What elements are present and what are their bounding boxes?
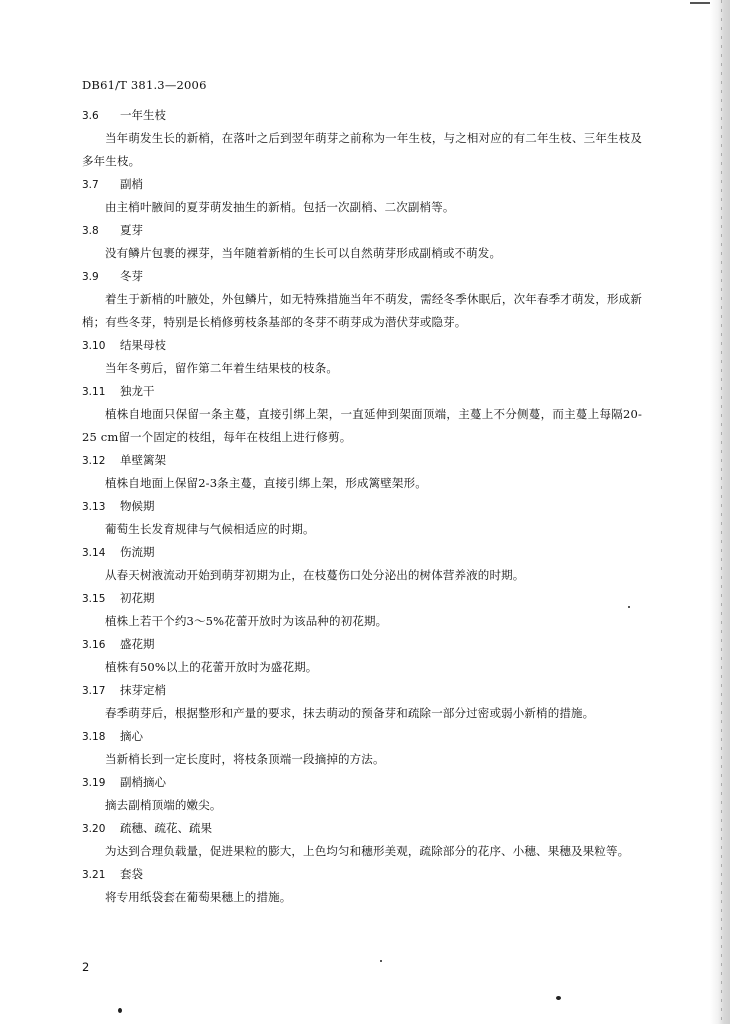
term-heading: [82, 380, 642, 403]
term-section: [82, 334, 642, 380]
term-heading: [82, 219, 642, 242]
term-title: 夏芽: [120, 223, 143, 237]
term-title: 副梢: [120, 177, 143, 191]
term-title: 一年生枝: [120, 108, 166, 122]
term-heading: [82, 449, 642, 472]
scan-speck: [628, 606, 630, 608]
terms-list: [82, 104, 642, 909]
term-section: [82, 863, 642, 909]
term-number: 3.16: [82, 639, 106, 651]
term-title: 套袋: [120, 867, 143, 881]
term-section: [82, 449, 642, 495]
term-section: [82, 541, 642, 587]
term-number: 3.12: [82, 455, 106, 467]
term-number: 3.6: [82, 110, 99, 122]
term-heading: [82, 495, 642, 518]
term-section: [82, 173, 642, 219]
term-number: 3.11: [82, 386, 106, 398]
term-definition: 从春天树液流动开始到萌芽初期为止，在枝蔓伤口处分泌出的树体营养液的时期。: [105, 568, 525, 582]
term-section: [82, 219, 642, 265]
term-definition: 当年萌发生长的新梢，在落叶之后到翌年萌芽之前称为一年生枝，与之相对应的有二年生枝、三年生枝及多年生枝。: [82, 131, 642, 168]
term-title: 盛花期: [120, 637, 155, 651]
term-section: [82, 725, 642, 771]
term-title: 抹芽定梢: [120, 683, 166, 697]
scan-speck: [380, 960, 382, 962]
term-heading: [82, 265, 642, 288]
term-heading: [82, 334, 642, 357]
term-definition: 没有鳞片包裹的裸芽，当年随着新梢的生长可以自然萌芽形成副梢或不萌发。: [105, 246, 502, 260]
term-title: 伤流期: [120, 545, 155, 559]
term-title: 初花期: [120, 591, 155, 605]
term-definition: 着生于新梢的叶腋处，外包鳞片，如无特殊措施当年不萌发，需经冬季休眠后，次年春季才萌发，形成新梢；有些冬芽，特别是长梢修剪枝条基部的冬芽不萌芽成为潜伏芽或隐芽。: [82, 292, 642, 329]
scan-edge-line: [721, 0, 722, 1024]
term-definition: 植株有50%以上的花蕾开放时为盛花期。: [105, 660, 318, 674]
term-title: 物候期: [120, 499, 155, 513]
term-definition: 为达到合理负载量，促进果粒的膨大，上色均匀和穗形美观，疏除部分的花序、小穗、果穗及果粒等。: [105, 844, 630, 858]
term-title: 冬芽: [120, 269, 143, 283]
term-definition: 将专用纸袋套在葡萄果穗上的措施。: [105, 890, 292, 904]
term-number: 3.7: [82, 179, 99, 191]
term-number: 3.17: [82, 685, 106, 697]
term-section: [82, 104, 642, 173]
term-title: 单壁篱架: [120, 453, 166, 467]
term-number: 3.21: [82, 869, 106, 881]
term-definition: 当年冬剪后，留作第二年着生结果枝的枝条。: [105, 361, 338, 375]
scan-speck: [556, 996, 561, 1000]
term-heading: [82, 817, 642, 840]
term-section: [82, 771, 642, 817]
term-definition: 由主梢叶腋间的夏芽萌发抽生的新梢。包括一次副梢、二次副梢等。: [105, 200, 455, 214]
page-number: 2: [82, 960, 90, 974]
term-number: 3.19: [82, 777, 106, 789]
term-section: [82, 495, 642, 541]
term-number: 3.13: [82, 501, 106, 513]
term-heading: [82, 104, 642, 127]
term-title: 结果母枝: [120, 338, 166, 352]
term-section: [82, 633, 642, 679]
term-title: 副梢摘心: [120, 775, 166, 789]
term-number: 3.20: [82, 823, 106, 835]
term-heading: [82, 173, 642, 196]
term-heading: [82, 587, 642, 610]
term-heading: [82, 725, 642, 748]
term-heading: [82, 771, 642, 794]
scan-edge-shadow: [710, 0, 730, 1024]
term-title: 疏穗、疏花、疏果: [120, 821, 212, 835]
term-definition: 春季萌芽后，根据整形和产量的要求，抹去萌动的预备芽和疏除一部分过密或弱小新梢的措施。: [105, 706, 595, 720]
term-section: [82, 679, 642, 725]
document-code-header: DB61/T 381.3—2006: [82, 78, 207, 92]
term-number: 3.9: [82, 271, 99, 283]
term-number: 3.18: [82, 731, 106, 743]
term-definition: 当新梢长到一定长度时，将枝条顶端一段摘掉的方法。: [105, 752, 385, 766]
term-definition: 葡萄生长发育规律与气候相适应的时期。: [105, 522, 315, 536]
term-definition: 植株自地面只保留一条主蔓，直接引绑上架，一直延伸到架面顶端，主蔓上不分侧蔓，而主蔓上每隔20-25 cm留一个固定的枝组，每年在枝组上进行修剪。: [82, 407, 642, 444]
term-heading: [82, 633, 642, 656]
term-title: 独龙干: [120, 384, 155, 398]
term-number: 3.15: [82, 593, 106, 605]
term-heading: [82, 863, 642, 886]
term-number: 3.8: [82, 225, 99, 237]
term-number: 3.10: [82, 340, 106, 352]
term-section: [82, 380, 642, 449]
term-heading: [82, 541, 642, 564]
term-section: [82, 587, 642, 633]
term-definition: 摘去副梢顶端的嫩尖。: [105, 798, 222, 812]
term-number: 3.14: [82, 547, 106, 559]
term-definition: 植株自地面上保留2-3条主蔓，直接引绑上架，形成篱壁架形。: [105, 476, 427, 490]
term-heading: [82, 679, 642, 702]
term-section: [82, 265, 642, 334]
term-definition: 植株上若干个约3～5%花蕾开放时为该品种的初花期。: [105, 614, 388, 628]
scan-speck: [118, 1008, 122, 1013]
term-title: 摘心: [120, 729, 143, 743]
term-section: [82, 817, 642, 863]
